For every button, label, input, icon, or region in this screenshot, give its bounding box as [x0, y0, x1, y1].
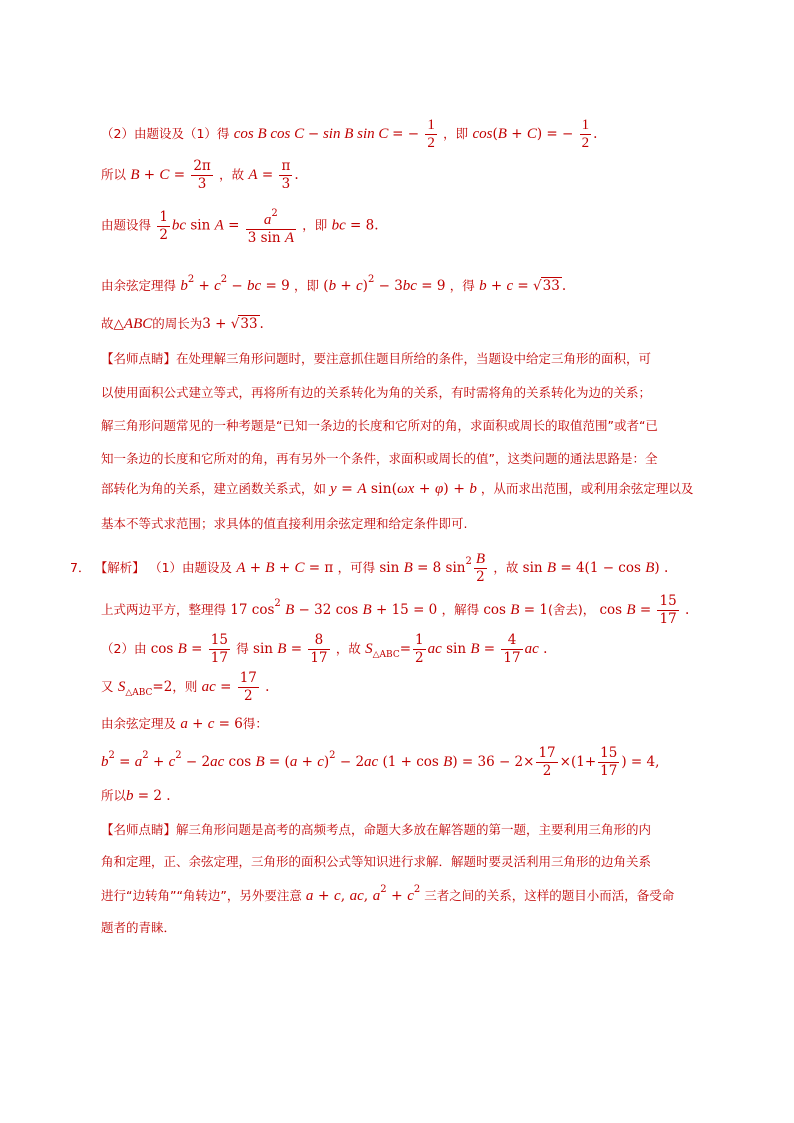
note1-line5: 部转化为角的关系，建立函数关系式，如 y = A sin(ωx + φ) + b ，从而求出范围，或利用余弦定理以及 — [101, 481, 694, 497]
q7-line3: （2）由 cos B = $\frac{15}{17}$ 得 sin B = $\frac{8}{17}$ ，故 $S_{\triangle ABC}=$ $\frac{1}{2}$ ac sin B = $\frac{4}{17}$ ac . — [101, 632, 548, 666]
q7-line1: 7． 【解析】 （1）由题设及 A + B + C = π ，可得 sin B = 8 $\sin^2$ $\frac{B}{2}$ ，故 sin B = 4(1 − cos B) . — [70, 551, 669, 585]
part2-line3: 由题设得 $\frac{1}{2}$ bc sin A = $\frac{a^2}{\text{3 sin A}}$ ，即 bc = 8. — [101, 205, 379, 247]
note2-line3: 进行“边转角”“角转边”，另外要注意 a + c, ac, $a^2 + c^2$ 三者之间的关系，这样的题目小而活，备受命 — [101, 884, 675, 904]
note1-line1: 【名师点睛】在处理解三角形问题时，要注意抓住题目所给的条件，当题设中给定三角形的面积，可 — [101, 351, 652, 366]
part2-line1-label: （2）由题设及（1）得 — [101, 126, 230, 141]
part2-line4: 由余弦定理得 $b^2 + c^2$ − bc = 9 ，即 $(b + c)^2 - 3bc = 9$ ，得 b + c = √33 . — [101, 274, 567, 294]
note1-line3: 解三角形问题常见的一种考题是“已知一条边的长度和它所对的角，求面积或周长的取值范围”或者“已 — [101, 418, 658, 433]
q7-tag: 【解析】 — [94, 560, 145, 575]
q7-line4: 又 $S_{\triangle ABC}=2$，则 ac = $\frac{17}{2}$ . — [101, 670, 270, 704]
note2-tag: 【名师点睛】 — [101, 822, 177, 837]
note1-line2: 以使用面积公式建立等式，再将所有边的关系转化为角的关系，有时需将角的关系转化为边的关系； — [101, 385, 652, 400]
q7-line5: 由余弦定理及 a + c = 6得： — [101, 716, 268, 732]
part2-line1: （2）由题设及（1）得 cos B cos C − sin B sin C = − $\frac{1}{2}$ ，即 cos(B + C) = − $\frac{1}{2}$ . — [101, 117, 598, 151]
note1-line4: 知一条边的长度和它所对的角，再有另外一个条件，求面积或周长的值”，这类问题的通法思路是：全 — [101, 451, 658, 466]
note1-tag: 【名师点睛】 — [101, 351, 177, 366]
note2-line1: 【名师点睛】解三角形问题是高考的高频考点，命题大多放在解答题的第一题，主要利用三角形的内 — [101, 822, 652, 837]
note2-line4: 题者的青睐． — [101, 920, 177, 935]
q7-line7: 所以b = 2 . — [101, 788, 171, 804]
note1-line6: 基本不等式求范围；求具体的值直接利用余弦定理和给定条件即可. — [101, 516, 468, 531]
q7-line2: 上式两边平方，整理得 17 $\cos^2 B - 32$ cos B + 15 = 0 ，解得 cos B = 1(舍去)， cos B = $\frac{15}{17}$ . — [101, 593, 690, 627]
note2-line2: 角和定理，正、余弦定理，三角形的面积公式等知识进行求解．解题时要灵活利用三角形的边角关系 — [101, 854, 652, 869]
q7-line6: $b^2 = a^2 + c^2 - 2ac$ $\cos B = (a + c)^2 - 2ac$ (1 + cos B) = 36 − 2× $\frac{17}{2}$ ×(1+ $\frac{15}{17}$ ) = 4, — [101, 745, 660, 779]
part2-line2: 所以 B + C = $\frac{2\pi}{3}$ ，故 A = $\frac{\pi}{3}$ . — [101, 158, 299, 192]
q7-number: 7． — [70, 560, 91, 575]
part2-line5: 故△ABC的周长为3 + √33 . — [101, 316, 264, 332]
